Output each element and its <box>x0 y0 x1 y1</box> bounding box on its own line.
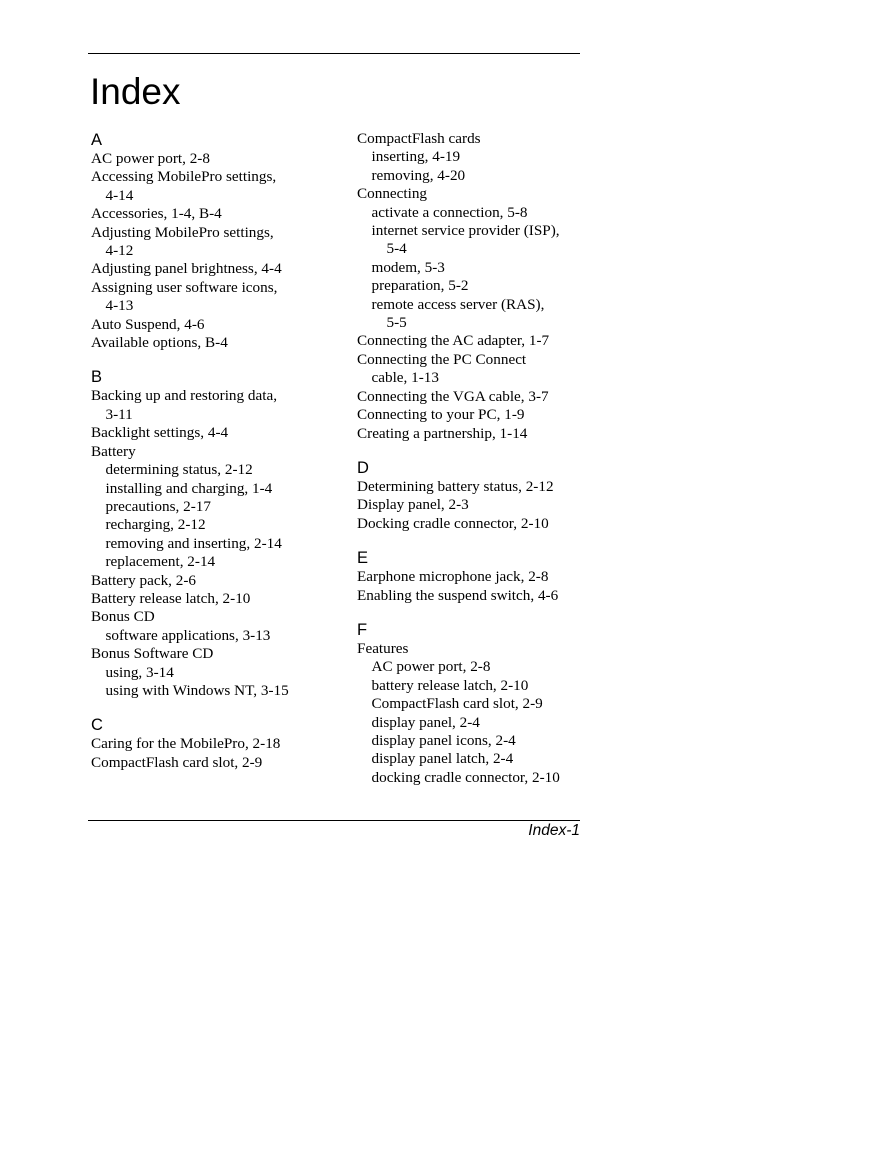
index-entry <box>357 332 582 350</box>
index-entry <box>91 150 339 168</box>
index-entry <box>357 640 582 658</box>
entry-text: Enabling the suspend switch, 4-6 <box>357 586 559 604</box>
entry-text: display panel, 2-4 <box>371 713 480 731</box>
entry-text: preparation, 5-2 <box>371 277 469 295</box>
entry-text: Display panel, 2-3 <box>357 496 469 514</box>
entry-text: docking cradle connector, 2-10 <box>371 768 560 786</box>
index-subentry <box>91 682 339 700</box>
section-letter: F <box>357 620 368 639</box>
index-entry <box>91 316 339 334</box>
entry-text: CompactFlash card slot, 2-9 <box>91 753 263 771</box>
index-entry <box>357 587 582 605</box>
entry-text: precautions, 2-17 <box>105 497 211 515</box>
entry-text: Connecting to your PC, 1-9 <box>357 406 525 424</box>
index-subentry <box>357 148 582 166</box>
entry-text: Assigning user software icons, <box>91 278 278 296</box>
index-subentry <box>357 658 582 676</box>
index-entry <box>91 205 339 223</box>
entry-text: Connecting the PC Connect <box>357 350 527 368</box>
entry-text: Backing up and restoring data, <box>91 387 277 405</box>
index-column-right <box>357 130 582 787</box>
index-entry <box>91 334 339 352</box>
index-entry <box>357 515 582 533</box>
entry-text: Determining battery status, 2-12 <box>357 477 554 495</box>
page-number: Index-1 <box>528 822 580 839</box>
footer-rule <box>88 820 580 821</box>
index-subentry <box>357 259 582 277</box>
entry-text: Creating a partnership, 1-14 <box>357 424 528 442</box>
index-entry <box>91 424 339 442</box>
index-subentry <box>357 769 582 787</box>
index-section <box>357 458 582 533</box>
index-entry <box>91 735 339 753</box>
index-subentry <box>91 461 339 479</box>
index-entry <box>91 279 339 316</box>
index-subentry <box>357 695 582 713</box>
index-entry <box>357 478 582 496</box>
index-entry <box>91 608 339 626</box>
index-entry <box>357 406 582 424</box>
entry-text: Features <box>357 639 409 657</box>
header-rule <box>88 53 580 54</box>
index-entry <box>357 130 582 148</box>
entry-text: determining status, 2-12 <box>105 461 253 479</box>
index-subentry <box>91 480 339 498</box>
section-letter: C <box>91 716 103 735</box>
index-entry <box>91 590 339 608</box>
entry-text: software applications, 3-13 <box>105 626 271 644</box>
entry-text: Earphone microphone jack, 2-8 <box>357 568 549 586</box>
entry-text: Connecting the AC adapter, 1-7 <box>357 332 550 350</box>
index-section <box>91 130 339 352</box>
index-entry <box>91 645 339 663</box>
index-section <box>91 715 339 772</box>
entry-text: Accessing MobilePro settings, <box>91 168 277 186</box>
section-letter: A <box>91 131 103 149</box>
entry-text: CompactFlash cards <box>357 130 481 147</box>
index-entry <box>357 388 582 406</box>
index-column-left <box>91 130 339 772</box>
index-entry <box>91 168 339 205</box>
index-entry <box>91 754 339 772</box>
index-entry <box>91 224 339 261</box>
entry-text: Connecting the VGA cable, 3-7 <box>357 387 549 405</box>
entry-text: Docking cradle connector, 2-10 <box>357 514 549 532</box>
entry-text: AC power port, 2-8 <box>371 658 491 676</box>
entry-continuation: 3-11 <box>105 405 133 423</box>
entry-text: activate a connection, 5-8 <box>371 203 528 221</box>
entry-text: Battery <box>91 442 136 460</box>
index-section <box>91 367 339 700</box>
entry-text: Auto Suspend, 4-6 <box>91 315 205 333</box>
entry-text: display panel latch, 2-4 <box>371 750 514 768</box>
index-subentry <box>357 296 582 333</box>
entry-text: replacement, 2-14 <box>105 553 216 571</box>
index-section <box>357 548 582 605</box>
entry-text: battery release latch, 2-10 <box>371 676 529 694</box>
entry-continuation: 4-13 <box>105 297 134 315</box>
entry-text: Adjusting MobilePro settings, <box>91 223 274 241</box>
index-subentry <box>91 664 339 682</box>
index-subentry <box>91 498 339 516</box>
index-section <box>357 620 582 787</box>
entry-continuation: cable, 1-13 <box>371 369 439 387</box>
entry-text: CompactFlash card slot, 2-9 <box>371 695 543 713</box>
entry-continuation: 4-14 <box>105 186 134 204</box>
index-entry <box>91 572 339 590</box>
entry-text: removing, 4-20 <box>371 166 466 184</box>
entry-text: Available options, B-4 <box>91 334 228 352</box>
entry-text: installing and charging, 1-4 <box>105 479 273 497</box>
section-letter: B <box>91 368 103 387</box>
entry-continuation: 5-5 <box>386 314 407 332</box>
index-entry <box>91 443 339 461</box>
entry-text: Accessories, 1-4, B-4 <box>91 205 222 223</box>
index-section <box>357 130 582 443</box>
entry-text: recharging, 2-12 <box>105 516 206 534</box>
section-letter: D <box>357 458 369 477</box>
index-subentry <box>91 516 339 534</box>
index-subentry <box>91 627 339 645</box>
entry-text: removing and inserting, 2-14 <box>105 534 282 552</box>
page-title: Index <box>90 71 181 112</box>
index-subentry <box>357 714 582 732</box>
index-subentry <box>357 677 582 695</box>
entry-text: Backlight settings, 4-4 <box>91 424 229 442</box>
entry-text: inserting, 4-19 <box>371 148 461 166</box>
entry-text: Adjusting panel brightness, 4-4 <box>91 260 282 278</box>
index-subentry <box>357 277 582 295</box>
index-subentry <box>357 167 582 185</box>
entry-text: Bonus Software CD <box>91 645 214 663</box>
entry-text: Caring for the MobilePro, 2-18 <box>91 735 281 753</box>
entry-text: internet service provider (ISP), <box>371 222 560 240</box>
entry-continuation: 4-12 <box>105 242 134 260</box>
entry-text: AC power port, 2-8 <box>91 150 210 167</box>
entry-text: Connecting <box>357 185 428 203</box>
entry-text: display panel icons, 2-4 <box>371 731 516 749</box>
entry-text: remote access server (RAS), <box>371 295 545 313</box>
index-entry <box>357 496 582 514</box>
index-entry <box>357 185 582 203</box>
index-entry <box>357 351 582 388</box>
section-letter: E <box>357 549 369 568</box>
index-entry <box>91 260 339 278</box>
index-subentry <box>357 222 582 259</box>
entry-text: Battery pack, 2-6 <box>91 571 197 589</box>
index-entry <box>357 425 582 443</box>
index-entry <box>357 568 582 586</box>
entry-continuation: 5-4 <box>386 240 407 258</box>
entry-text: modem, 5-3 <box>371 258 445 276</box>
index-subentry <box>357 750 582 768</box>
index-subentry <box>357 204 582 222</box>
index-subentry <box>357 732 582 750</box>
index-entry <box>91 387 339 424</box>
index-subentry <box>91 553 339 571</box>
entry-text: using, 3-14 <box>105 663 174 681</box>
entry-text: Battery release latch, 2-10 <box>91 589 251 607</box>
entry-text: Bonus CD <box>91 608 155 626</box>
index-subentry <box>91 535 339 553</box>
entry-text: using with Windows NT, 3-15 <box>105 681 289 699</box>
